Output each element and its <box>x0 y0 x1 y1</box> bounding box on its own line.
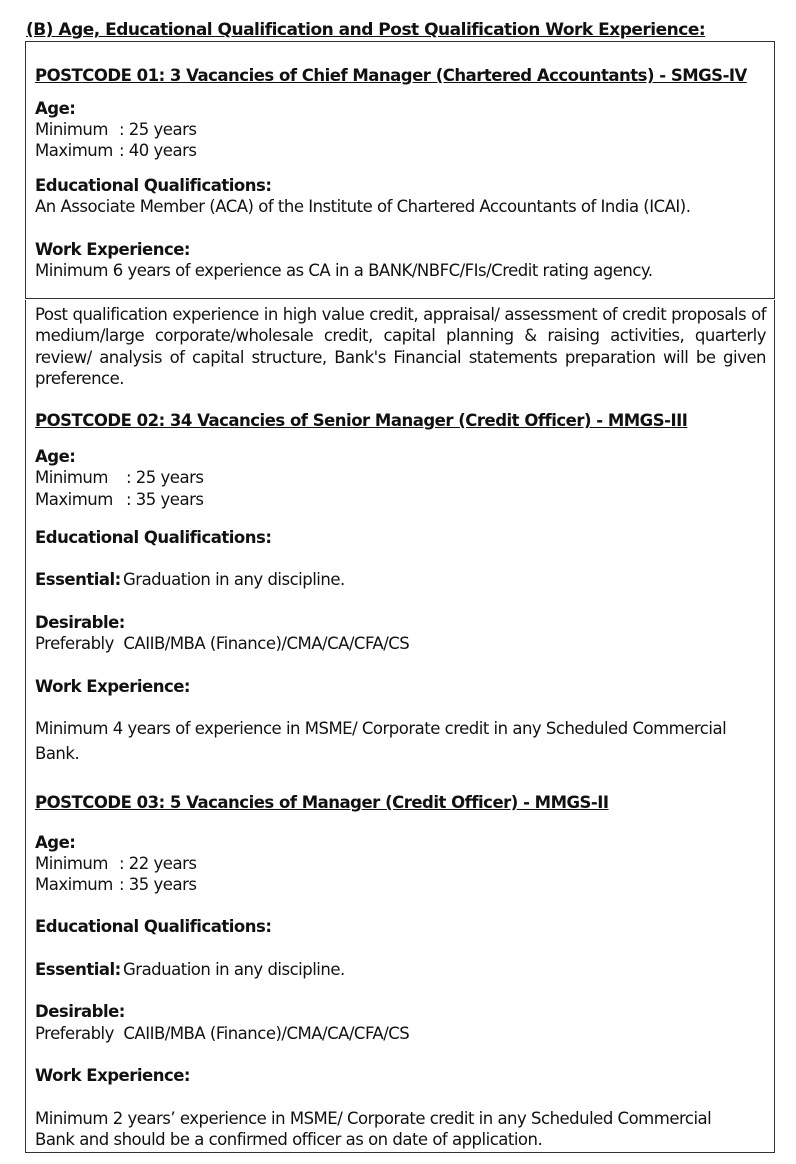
postcode-02-exp-label: Work Experience: <box>35 677 191 696</box>
postcode-03-exp-label: Work Experience: <box>35 1066 191 1085</box>
postcode-01-max-label: Maximum <box>35 141 113 160</box>
postcode-03-essential-text: Graduation in any discipline. <box>123 960 345 979</box>
postcode-02-max-value: : 35 years <box>126 490 204 509</box>
postcode-03-desirable-label: Desirable: <box>35 1002 125 1021</box>
postcode-02-essential-text: Graduation in any discipline. <box>123 570 345 589</box>
postcode-03-exp-line2: Bank and should be a confirmed officer as on date of application. <box>35 1130 543 1149</box>
postcode-02-edu-label: Educational Qualifications: <box>35 528 272 547</box>
section-heading: (B) Age, Educational Qualification and Post Qualification Work Experience: <box>26 20 706 40</box>
postcode-03-min-label: Minimum <box>35 854 108 873</box>
postcode-03-exp-line1: Minimum 2 years’ experience in MSME/ Corporate credit in any Scheduled Commercial <box>35 1109 712 1128</box>
postcode-02-desirable-label: Desirable: <box>35 613 125 632</box>
postcode-03-essential-label: Essential: <box>35 960 121 979</box>
postcode-01-age-label: Age: <box>35 99 76 118</box>
postcode-01-exp-label: Work Experience: <box>35 240 191 259</box>
postcode-03-edu-label: Educational Qualifications: <box>35 917 272 936</box>
postcode-03-max-value: : 35 years <box>119 875 197 894</box>
postcode-01-title: POSTCODE 01: 3 Vacancies of Chief Manager (Chartered Accountants) - SMGS-IV <box>35 66 747 85</box>
postcode-02-min-value: : 25 years <box>126 468 204 487</box>
postcode-01-exp-text: Minimum 6 years of experience as CA in a BANK/NBFC/FIs/Credit rating agency. <box>35 261 653 280</box>
postcode-02-exp-line1: Minimum 4 years of experience in MSME/ Corporate credit in any Scheduled Commercial <box>35 719 727 738</box>
postcode-02-desirable-text: Preferably CAIIB/MBA (Finance)/CMA/CA/CFA/CS <box>35 634 410 653</box>
postcode-01-max-value: : 40 years <box>119 141 197 160</box>
postcode-01-min-value: : 25 years <box>119 120 197 139</box>
postcode-01-preference: Post qualification experience in high value credit, appraisal/ assessment of credit proposals of medium/large corporate/wholesale credit, capital planning & raising activities, quarterly review/ analysis of capital structure, Bank's Financial statements preparation will be given preference. <box>35 305 766 389</box>
postcode-03-title: POSTCODE 03: 5 Vacancies of Manager (Credit Officer) - MMGS-II <box>35 793 609 812</box>
postcode-01-edu-label: Educational Qualifications: <box>35 176 272 195</box>
postcode-03-age-label: Age: <box>35 833 76 852</box>
postcode-02-title: POSTCODE 02: 34 Vacancies of Senior Manager (Credit Officer) - MMGS-III <box>35 411 688 430</box>
postcode-03-desirable-text: Preferably CAIIB/MBA (Finance)/CMA/CA/CFA/CS <box>35 1024 410 1043</box>
postcode-02-exp-line2: Bank. <box>35 744 80 763</box>
postcode-02-min-label: Minimum <box>35 468 108 487</box>
postcode-02-essential-label: Essential: <box>35 570 121 589</box>
postcode-03-min-value: : 22 years <box>119 854 197 873</box>
postcode-02-max-label: Maximum <box>35 490 113 509</box>
postcode-02-age-label: Age: <box>35 447 76 466</box>
postcode-01-min-label: Minimum <box>35 120 108 139</box>
postcode-03-max-label: Maximum <box>35 875 113 894</box>
postcode-01-edu-text: An Associate Member (ACA) of the Institute of Chartered Accountants of India (ICAI). <box>35 197 691 216</box>
